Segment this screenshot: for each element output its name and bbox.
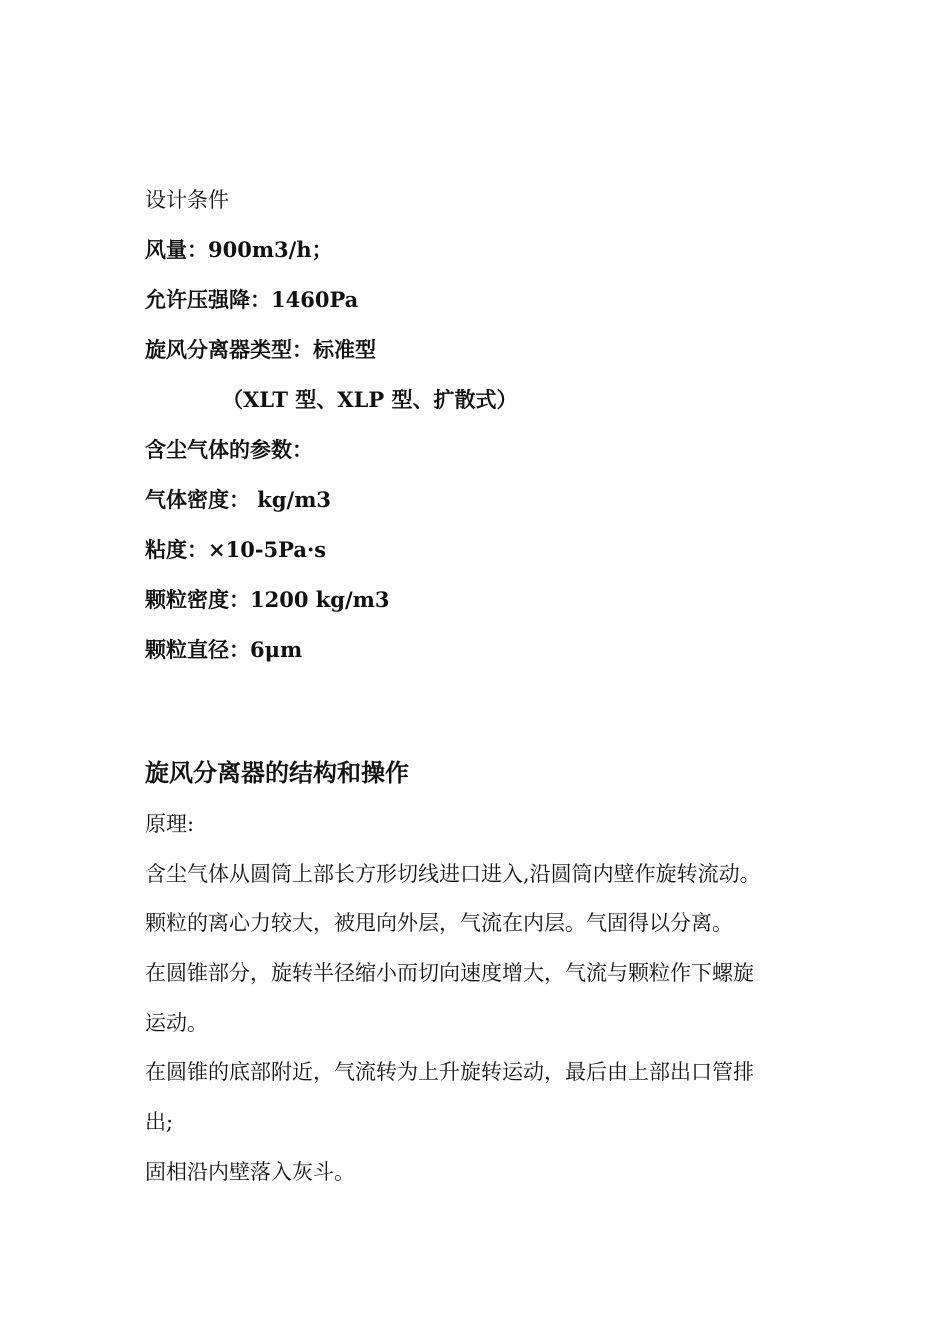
gas-density-line: 气体密度： kg/m3 (145, 487, 332, 512)
principle-line-6: 出; (145, 1110, 174, 1134)
principle-line-1: 含尘气体从圆筒上部长方形切线进口进入,沿圆筒内壁作旋转流动。 (145, 862, 761, 886)
airflow-line: 风量：900m3/h； (145, 237, 333, 262)
principle-line-4: 运动。 (145, 1011, 208, 1035)
particle-diameter-line: 颗粒直径：6μm (145, 637, 303, 662)
separator-type-line: 旋风分离器类型：标准型 (145, 337, 376, 362)
principle-label: 原理: (145, 812, 195, 836)
principle-line-3: 在圆锥部分，旋转半径缩小而切向速度增大，气流与颗粒作下螺旋 (145, 961, 754, 985)
viscosity-line: 粘度：×10-5Pa·s (145, 537, 327, 562)
principle-line-7: 固相沿内壁落入灰斗。 (145, 1160, 355, 1184)
particle-density-line: 颗粒密度：1200 kg/m3 (145, 587, 390, 612)
type-options-line: （XLT 型、XLP 型、扩散式） (222, 387, 518, 412)
section-heading: 旋风分离器的结构和操作 (145, 758, 409, 787)
design-conditions-title: 设计条件 (145, 188, 229, 212)
pressure-drop-line: 允许压强降：1460Pa (145, 287, 359, 312)
principle-line-2: 颗粒的离心力较大，被甩向外层，气流在内层。气固得以分离。 (145, 911, 733, 935)
gas-params-title: 含尘气体的参数： (145, 437, 313, 462)
principle-line-5: 在圆锥的底部附近，气流转为上升旋转运动，最后由上部出口管排 (145, 1060, 754, 1084)
